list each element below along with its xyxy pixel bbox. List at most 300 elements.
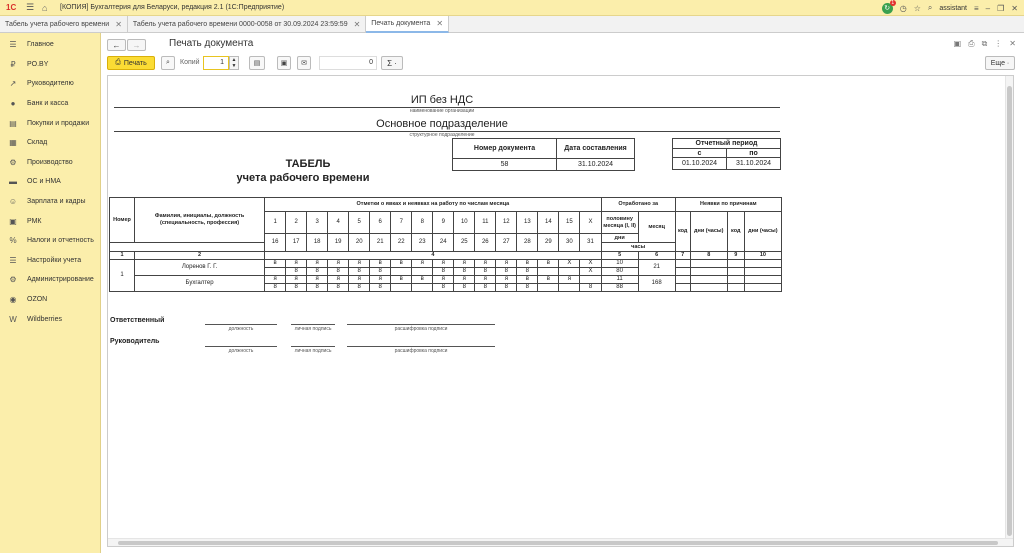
cell-text: 8 — [357, 284, 361, 290]
tab-bar — [0, 16, 1024, 33]
sidebar-icon: ↗ — [9, 79, 17, 89]
day-header — [286, 234, 307, 252]
link-icon[interactable]: ⧉ — [981, 39, 988, 48]
sidebar-icon: ● — [10, 99, 16, 109]
cell-text: 3 — [315, 219, 319, 225]
sidebar-item[interactable] — [0, 55, 100, 75]
cell-text: 1 — [120, 272, 124, 278]
mark-cell — [412, 268, 433, 276]
cell-text: 2 — [294, 219, 298, 225]
cell-text: в — [525, 260, 529, 266]
from-header: с — [673, 149, 727, 158]
col-number — [110, 252, 135, 260]
col-number — [135, 252, 265, 260]
day-header — [580, 234, 601, 252]
row-number — [110, 260, 135, 292]
cell-text: 11 — [482, 219, 489, 225]
cell-text: 168 — [651, 280, 662, 286]
sidebar-item-label: Главное — [27, 41, 54, 49]
mark-cell — [559, 268, 580, 276]
floppy-icon: ▣ — [280, 60, 288, 67]
mark-cell — [475, 268, 496, 276]
mark-cell — [559, 276, 580, 284]
signature-line — [347, 346, 495, 347]
col-number — [744, 252, 781, 260]
cell-text: 8 — [504, 268, 508, 274]
horizontal-scrollbar[interactable] — [108, 538, 1014, 546]
absence-cell — [744, 268, 781, 276]
cell-text: 20 — [355, 239, 363, 245]
close-icon[interactable]: ✕ — [353, 20, 361, 29]
sidebar-item[interactable] — [0, 309, 100, 329]
search-icon[interactable]: ⌕ — [927, 3, 933, 12]
half-days — [601, 260, 638, 268]
cell-text: я — [441, 276, 445, 282]
mark-cell — [454, 284, 475, 292]
cell-text: в — [546, 260, 550, 266]
mark-cell — [265, 260, 286, 268]
cell-text: месяц — [648, 223, 666, 230]
cell-text: Фамилия, инициалы, должность (специальность, профессия) — [154, 213, 245, 226]
close-icon[interactable]: ✕ — [1009, 39, 1016, 48]
cell-text: 8 — [441, 284, 445, 290]
mark-cell — [328, 276, 349, 284]
cell-text: Отработано за — [618, 201, 659, 207]
close-icon[interactable]: ✕ — [436, 19, 444, 28]
cell-text: 12 — [502, 219, 510, 225]
grid-cell — [110, 243, 265, 252]
header-days — [601, 234, 638, 243]
cell-text: 10 — [759, 252, 766, 258]
sidebar-item[interactable] — [0, 74, 100, 94]
cell-text: 10 — [460, 219, 468, 225]
tab-timesheet-doc[interactable] — [128, 16, 366, 33]
mark-cell — [286, 268, 307, 276]
absence-cell — [675, 284, 690, 292]
cell-text: 8 — [462, 268, 466, 274]
cell-text: 27 — [502, 239, 510, 245]
sidebar-icon: ☺ — [8, 197, 18, 207]
sidebar-item[interactable] — [0, 153, 100, 173]
cell-text: 8 — [315, 268, 319, 274]
mark-cell — [580, 260, 601, 268]
mark-cell — [433, 268, 454, 276]
sidebar-item-label: Администрирование — [27, 276, 94, 284]
user-name[interactable]: assistant — [939, 4, 967, 12]
signature-line — [205, 346, 277, 347]
day-header — [517, 234, 538, 252]
main-panel — [101, 33, 1024, 553]
cell-text: в — [399, 260, 403, 266]
day-header — [391, 212, 412, 234]
cell-text: в — [273, 260, 277, 266]
day-header — [559, 212, 580, 234]
org-name: ИП без НДС — [410, 94, 474, 106]
sidebar-icon: ▣ — [9, 216, 17, 226]
mark-cell — [538, 260, 559, 268]
signature-caption: личная подпись — [294, 348, 332, 354]
print-label: Печать — [123, 59, 147, 67]
cell-text: 8 — [294, 268, 298, 274]
day-header — [475, 234, 496, 252]
mark-cell — [370, 260, 391, 268]
home-icon[interactable]: ⌂ — [42, 2, 48, 13]
day-header — [286, 212, 307, 234]
mail-button[interactable] — [297, 56, 311, 70]
col-number — [727, 252, 744, 260]
sidebar-item[interactable] — [0, 133, 100, 153]
day-header — [433, 234, 454, 252]
cell-text: 9 — [441, 219, 445, 225]
mark-cell — [265, 276, 286, 284]
copies-input[interactable]: 1 — [203, 56, 229, 70]
sidebar-icon: ⚙ — [9, 157, 17, 167]
mark-cell — [349, 276, 370, 284]
page-settings-button[interactable] — [249, 56, 265, 70]
cell-text: 8 — [588, 284, 593, 290]
mark-cell — [412, 260, 433, 268]
absence-cell — [675, 260, 690, 268]
position-caption: должность — [228, 326, 254, 332]
cell-text: 23 — [418, 239, 426, 245]
half-hours — [601, 268, 638, 276]
cell-text: в — [399, 276, 403, 282]
mark-cell — [307, 284, 328, 292]
cell-text: 1 — [120, 252, 124, 258]
sidebar-icon: ◉ — [9, 295, 17, 305]
cell-text: 4 — [431, 252, 435, 258]
cell-text: 8 — [462, 284, 466, 290]
col-number — [675, 252, 690, 260]
cell-text: я — [504, 276, 508, 282]
cell-text: 7 — [399, 219, 403, 225]
day-header — [559, 234, 580, 252]
page-settings-icon: ▤ — [253, 60, 261, 67]
heading-sub: учета рабочего времени — [236, 172, 370, 184]
cell-text: я — [504, 260, 508, 266]
cell-text: я — [483, 260, 487, 266]
mark-cell — [538, 284, 559, 292]
heading-tabel: ТАБЕЛЬ — [285, 158, 331, 170]
cell-text: в — [420, 276, 424, 282]
cell-text: 30 — [566, 239, 573, 245]
day-header — [454, 234, 475, 252]
cell-text: 8 — [483, 284, 487, 290]
half-days — [601, 276, 638, 284]
decoding-caption: расшифровка подписи — [394, 326, 448, 332]
mark-cell — [349, 260, 370, 268]
signature-line — [347, 324, 495, 325]
employee-position — [135, 276, 265, 292]
cell-text: 8 — [504, 284, 508, 290]
history-icon[interactable]: ◷ — [899, 3, 907, 13]
sidebar — [0, 33, 101, 553]
sidebar-item[interactable] — [0, 251, 100, 271]
sidebar-icon: ⚙ — [9, 275, 17, 285]
cell-text: 8 — [315, 284, 319, 290]
mark-cell — [433, 276, 454, 284]
sidebar-item-label: Налоги и отчетность — [27, 237, 94, 245]
sidebar-item[interactable] — [0, 211, 100, 231]
sum-mode-button[interactable]: Σ · — [381, 56, 403, 70]
day-header — [349, 212, 370, 234]
mark-cell — [286, 284, 307, 292]
sidebar-item-label: Wildberries — [27, 315, 63, 323]
col-number — [601, 252, 638, 260]
cell-text: 6 — [378, 219, 382, 225]
day-header — [307, 234, 328, 252]
day-header — [412, 234, 433, 252]
cell-text: я — [315, 276, 319, 282]
sidebar-item-label: Настройки учета — [27, 256, 82, 264]
cell-text: 22 — [397, 239, 405, 245]
header-code — [727, 212, 744, 252]
scroll-thumb[interactable] — [118, 541, 998, 545]
cell-text: код — [731, 228, 741, 234]
mark-cell — [496, 276, 517, 284]
sidebar-item-label: Зарплата и кадры — [27, 198, 86, 206]
mark-cell — [391, 268, 412, 276]
head-label: Руководитель — [110, 338, 160, 345]
cell-text: 8 — [483, 268, 487, 274]
cell-text: я — [336, 260, 340, 266]
absence-cell — [727, 276, 744, 284]
cell-text: 8 — [336, 284, 340, 290]
mark-cell — [454, 260, 475, 268]
cell-text: 8 — [420, 219, 424, 225]
cell-text: дни (часы) — [748, 228, 778, 234]
cell-text: 17 — [292, 239, 300, 245]
day-header — [370, 212, 391, 234]
mark-cell — [286, 260, 307, 268]
sidebar-item-label: РМК — [27, 217, 42, 225]
header-half — [601, 212, 638, 234]
print-button[interactable] — [107, 56, 155, 70]
menu-icon[interactable]: ☰ — [26, 2, 35, 12]
employee-name — [135, 260, 265, 276]
sum-field[interactable]: 0 — [319, 56, 377, 70]
vertical-scrollbar[interactable] — [1005, 76, 1013, 540]
cell-text: часы — [631, 243, 646, 250]
mark-cell — [391, 284, 412, 292]
cell-text: 28 — [523, 239, 531, 245]
day-header — [265, 212, 286, 234]
scroll-thumb[interactable] — [1007, 86, 1012, 536]
tab-print[interactable] — [366, 16, 449, 33]
cell-text: 8 — [441, 268, 445, 274]
position-caption: должность — [228, 348, 254, 354]
save-file-button[interactable] — [277, 56, 291, 70]
mark-cell — [517, 260, 538, 268]
day-header — [307, 212, 328, 234]
mark-cell — [517, 268, 538, 276]
cell-text: половину месяца (I, II) — [603, 215, 636, 229]
cell-text: Неявки по причинам — [700, 201, 757, 207]
header-marks — [265, 198, 601, 212]
col-number — [638, 252, 675, 260]
mark-cell — [517, 284, 538, 292]
cell-text: в — [378, 260, 382, 266]
sidebar-item[interactable] — [0, 113, 100, 133]
sidebar-item-label: PO.BY — [27, 60, 49, 68]
absence-cell — [690, 276, 727, 284]
cell-text: 13 — [523, 219, 531, 225]
cell-text: я — [567, 276, 571, 282]
tab-label: Табель учета рабочего времени — [5, 21, 110, 28]
day-header — [538, 212, 559, 234]
header-num — [110, 198, 135, 243]
mark-cell — [391, 276, 412, 284]
mark-cell — [412, 284, 433, 292]
more-icon[interactable]: ⋮ — [994, 39, 1003, 48]
minimize-icon[interactable]: – — [985, 3, 991, 13]
header-hours — [601, 243, 675, 252]
cell-text: Х — [588, 260, 593, 266]
cell-text: дни — [614, 234, 625, 241]
save-icon[interactable]: ▣ — [953, 39, 962, 48]
absence-cell — [744, 260, 781, 268]
cell-text: я — [357, 260, 361, 266]
sidebar-item[interactable] — [0, 172, 100, 192]
cell-text: 8 — [273, 284, 277, 290]
cell-text: 7 — [681, 252, 685, 258]
sidebar-item-label: ОС и НМА — [27, 178, 61, 186]
sidebar-item[interactable] — [0, 192, 100, 212]
absence-cell — [690, 284, 727, 292]
sidebar-item[interactable] — [0, 94, 100, 114]
sidebar-item[interactable] — [0, 35, 100, 55]
print-icon[interactable]: ⎙ — [968, 39, 975, 48]
mark-cell — [433, 260, 454, 268]
cell-text: 8 — [357, 268, 361, 274]
close-icon[interactable]: ✕ — [1011, 3, 1018, 13]
sidebar-icon: ☰ — [9, 255, 17, 265]
day-header — [265, 234, 286, 252]
cell-text: 8 — [525, 284, 529, 290]
header-dayshours — [690, 212, 727, 252]
mark-cell — [328, 268, 349, 276]
forward-button[interactable]: → — [127, 39, 146, 51]
cell-text: 8 — [378, 284, 382, 290]
sidebar-icon: % — [9, 236, 17, 246]
cell-text: дни (часы) — [694, 228, 724, 234]
cell-text: я — [483, 276, 487, 282]
signature-line — [291, 346, 335, 347]
cell-text: 21 — [376, 239, 384, 245]
absence-cell — [690, 260, 727, 268]
restore-icon[interactable]: ❐ — [997, 3, 1005, 13]
header-dayshours — [744, 212, 781, 252]
mark-cell — [286, 276, 307, 284]
cell-text: 8 — [378, 268, 382, 274]
page-title: Печать документа — [169, 38, 254, 49]
preview-button[interactable] — [161, 56, 175, 70]
notification-icon[interactable]: ↻ 1 — [882, 3, 893, 14]
copies-spinner[interactable]: ▲ ▼ — [229, 56, 239, 70]
cell-text: 8 — [525, 268, 529, 274]
day-header — [391, 234, 412, 252]
mark-cell — [265, 284, 286, 292]
mark-cell — [538, 276, 559, 284]
cell-text: 8 — [294, 284, 298, 290]
mark-cell — [370, 276, 391, 284]
cell-text: Номер — [113, 216, 131, 223]
signature-caption: личная подпись — [294, 326, 332, 332]
cell-text: я — [273, 276, 277, 282]
cell-text: 8 — [707, 252, 711, 258]
star-icon[interactable]: ☆ — [913, 3, 921, 13]
day-header — [496, 212, 517, 234]
cell-text: 15 — [566, 219, 573, 225]
cell-text: 21 — [653, 264, 661, 270]
close-icon[interactable]: ✕ — [115, 20, 122, 29]
back-button[interactable]: ← — [107, 39, 126, 51]
mark-cell — [496, 284, 517, 292]
more-button[interactable]: Еще · — [985, 56, 1015, 70]
cell-text: Х — [588, 268, 593, 274]
printer-icon: ⎙ — [115, 59, 121, 66]
col-number — [690, 252, 727, 260]
sidebar-icon: ▤ — [9, 118, 17, 128]
sidebar-item[interactable] — [0, 270, 100, 290]
settings-icon[interactable]: ≡ — [974, 3, 979, 13]
sidebar-item[interactable] — [0, 290, 100, 310]
mark-cell — [349, 284, 370, 292]
cell-text: 31 — [587, 239, 594, 245]
col-number — [265, 252, 601, 260]
absence-cell — [744, 276, 781, 284]
cell-text: я — [441, 260, 445, 266]
dept-caption: структурное подразделение — [409, 132, 475, 138]
sidebar-icon: ☰ — [9, 40, 17, 50]
header-month — [638, 212, 675, 243]
day-header — [328, 234, 349, 252]
cell-text: 25 — [460, 239, 468, 245]
mark-cell — [496, 268, 517, 276]
header-worked — [601, 198, 675, 212]
dept-name: Основное подразделение — [376, 118, 508, 130]
cell-text: в — [546, 276, 550, 282]
mark-cell — [496, 260, 517, 268]
cell-text: 16 — [271, 239, 279, 245]
cell-text: я — [462, 276, 466, 282]
cell-text: 24 — [439, 239, 447, 245]
mark-cell — [454, 276, 475, 284]
mark-cell — [517, 276, 538, 284]
cell-text: Лоренов Г. Г. — [181, 264, 218, 270]
tab-timesheet-list[interactable] — [0, 16, 128, 33]
absence-cell — [675, 268, 690, 276]
mark-cell — [580, 276, 601, 284]
cell-text: 18 — [313, 239, 321, 245]
to-header: по — [727, 149, 781, 158]
sidebar-item[interactable] — [0, 231, 100, 251]
mark-cell — [391, 260, 412, 268]
title-bar — [0, 0, 1024, 16]
mark-cell — [454, 268, 475, 276]
from-value: 01.10.2024 — [673, 158, 727, 170]
responsible-label: Ответственный — [110, 317, 165, 324]
cell-text: 26 — [481, 239, 489, 245]
signature-line — [291, 324, 335, 325]
tab-label: Табель учета рабочего времени 0000-0058 от 30.09.2024 23:59:59 — [132, 21, 348, 28]
mark-cell — [475, 260, 496, 268]
sidebar-item-label: Склад — [27, 139, 48, 147]
header-code — [675, 212, 690, 252]
mark-cell — [265, 268, 286, 276]
cell-text: 8 — [336, 268, 340, 274]
cell-text: я — [336, 276, 340, 282]
